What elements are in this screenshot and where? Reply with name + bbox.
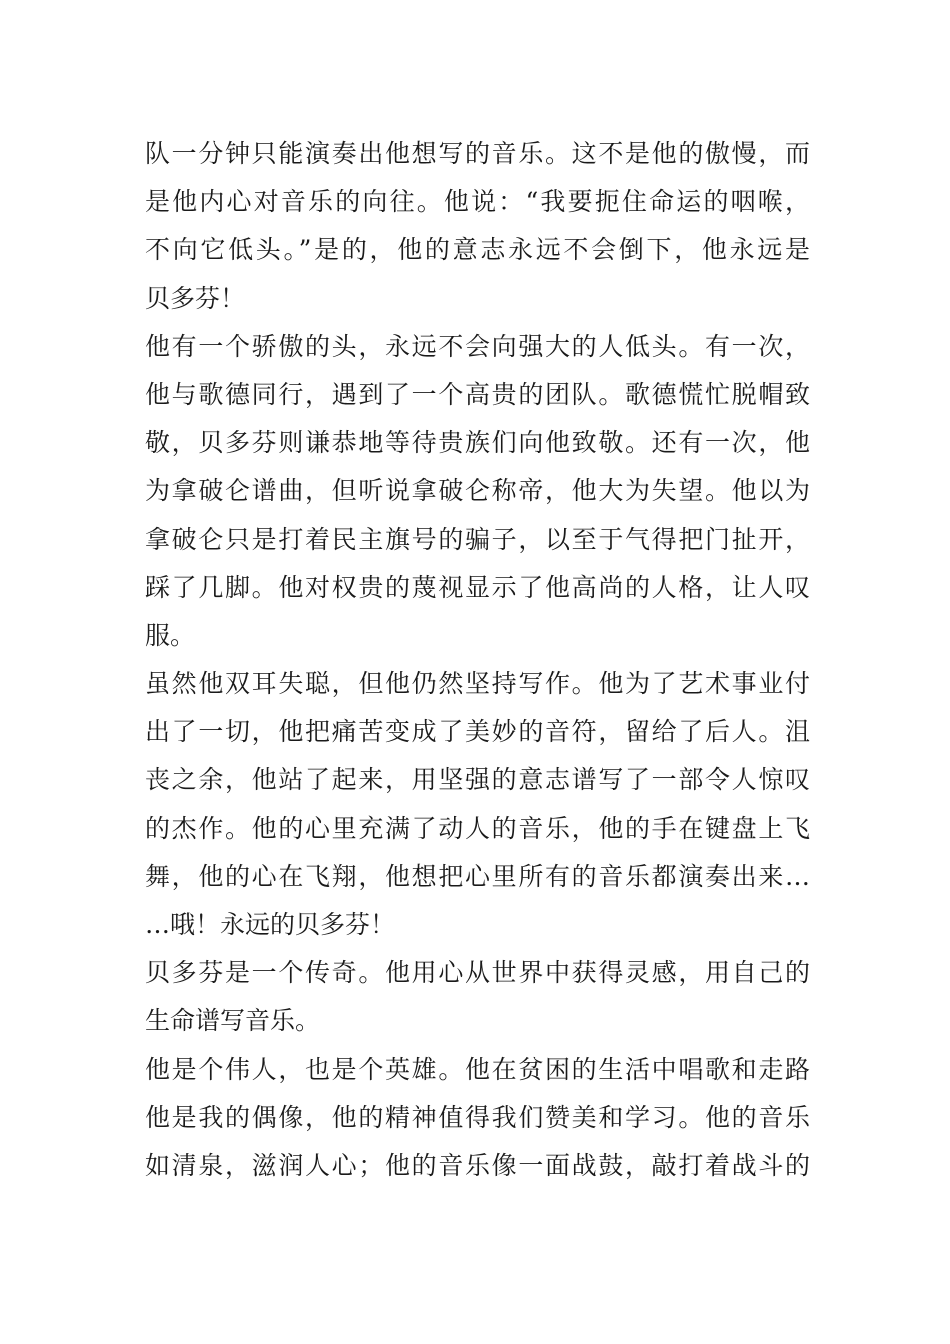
text-line: 他与歌德同行，遇到了一个高贵的团队。歌德慌忙脱帽致 [145, 379, 810, 409]
text-line: 为拿破仑谱曲，但听说拿破仑称帝，他大为失望。他以为 [145, 476, 810, 506]
paragraph [145, 660, 810, 949]
text-line: 他是我的偶像，他的精神值得我们赞美和学习。他的音乐 [145, 1102, 810, 1132]
paragraph [145, 323, 810, 660]
text-line: 贝多芬！ [145, 283, 246, 313]
text-line: 他有一个骄傲的头，永远不会向强大的人低头。有一次， [145, 331, 810, 361]
text-line: 敬，贝多芬则谦恭地等待贵族们向他致敬。还有一次，他 [145, 428, 810, 458]
text-line: 贝多芬是一个传奇。他用心从世界中获得灵感，用自己的 [145, 958, 810, 988]
paragraph [145, 130, 810, 323]
text-line: 的杰作。他的心里充满了动人的音乐，他的手在键盘上飞 [145, 813, 810, 843]
text-line: 踩了几脚。他对权贵的蔑视显示了他高尚的人格，让人叹 [145, 572, 810, 602]
text-line: 生命谱写音乐。 [145, 1006, 321, 1036]
paragraph [145, 1046, 810, 1191]
text-line: 丧之余，他站了起来，用坚强的意志谱写了一部令人惊叹 [145, 765, 810, 795]
text-line: 拿破仑只是打着民主旗号的骗子，以至于气得把门扯开， [145, 524, 810, 554]
text-line: 如清泉，滋润人心；他的音乐像一面战鼓，敲打着战斗的 [145, 1150, 810, 1180]
text-line: 出了一切，他把痛苦变成了美妙的音符，留给了后人。沮 [145, 717, 810, 747]
text-line: 队一分钟只能演奏出他想写的音乐。这不是他的傲慢，而 [145, 139, 810, 168]
text-line: 服。 [145, 620, 196, 650]
text-line: …哦！永远的贝多芬！ [145, 910, 396, 939]
document-body [145, 130, 810, 1190]
text-line: 是他内心对音乐的向往。他说：“我要扼住命运的咽喉， [145, 187, 810, 217]
text-line: 舞，他的心在飞翔，他想把心里所有的音乐都演奏出来… [145, 861, 810, 891]
text-line: 虽然他双耳失聪，但他仍然坚持写作。他为了艺术事业付 [145, 669, 810, 699]
text-line: 不向它低头。”是的，他的意志永远不会倒下，他永远是 [145, 235, 810, 265]
text-line: 他是个伟人，也是个英雄。他在贫困的生活中唱歌和走路 [145, 1054, 810, 1084]
paragraph [145, 949, 810, 1045]
